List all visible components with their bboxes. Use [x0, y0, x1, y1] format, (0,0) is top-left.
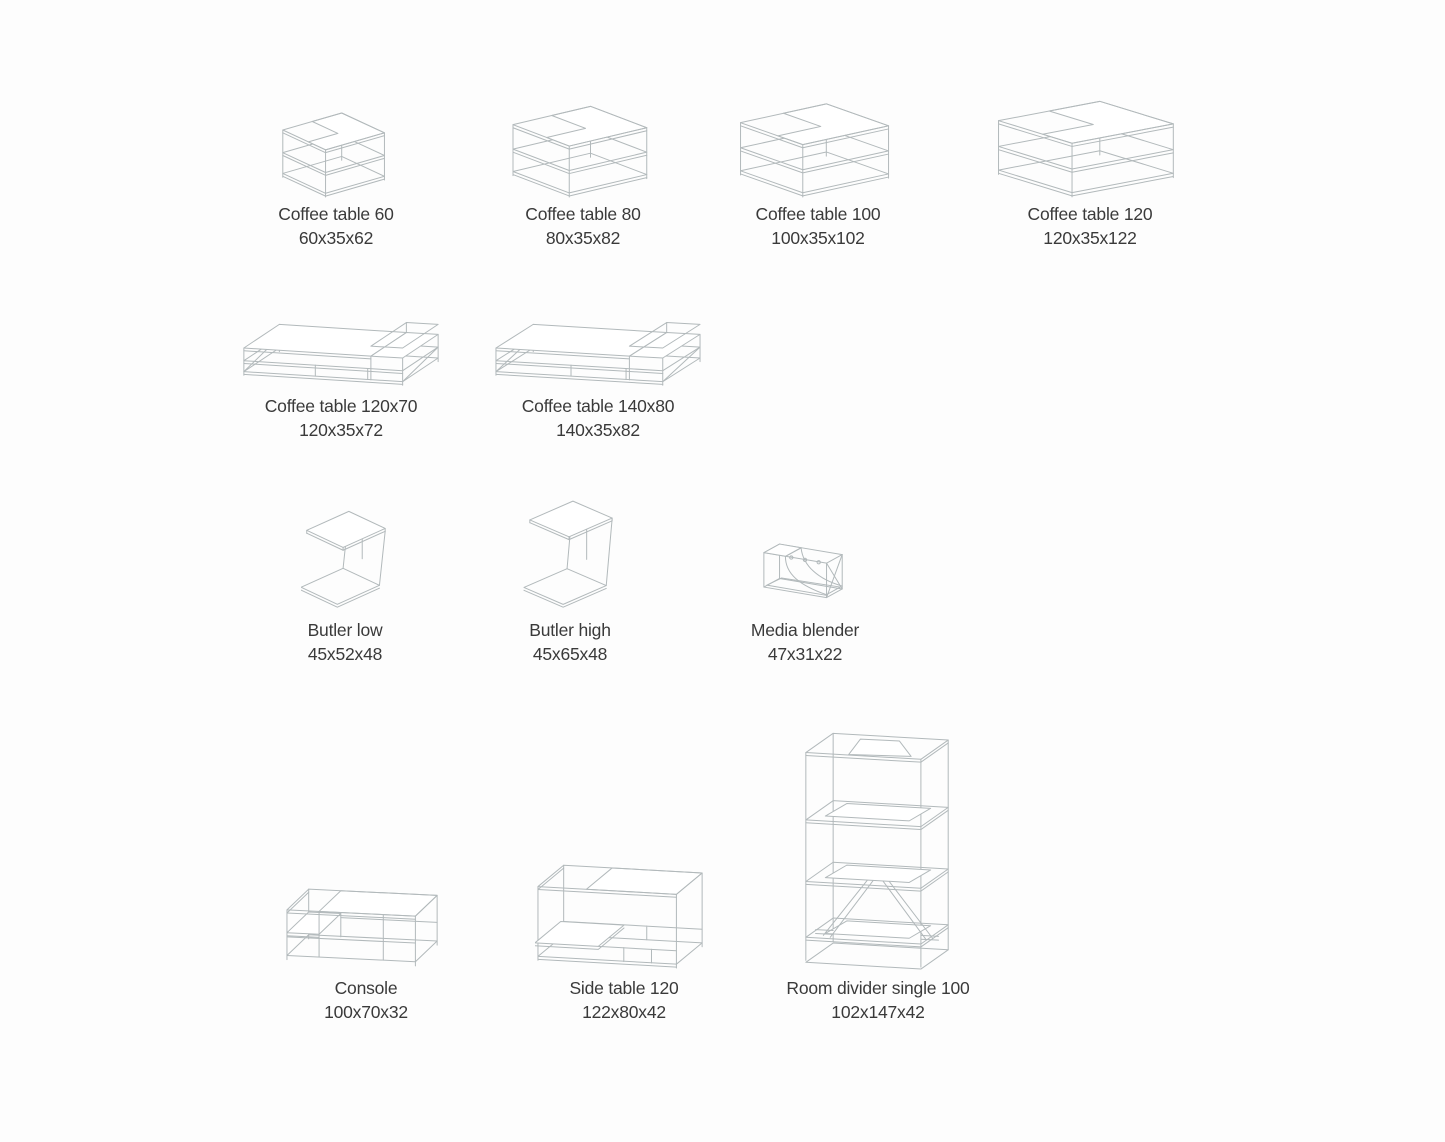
coffee-table-60-wireframe-icon: [279, 96, 393, 198]
product-name: Coffee table 100: [755, 204, 881, 224]
product-name: Butler high: [529, 620, 611, 640]
product-item-coffee-table-140x80: [498, 294, 698, 442]
product-dimensions: 122x80x42: [582, 1002, 666, 1022]
coffee-table-80-wireframe-icon: [508, 88, 658, 198]
coffee-table-80-drawing: [508, 80, 658, 198]
butler-high-wireframe-icon: [522, 488, 618, 610]
product-name: Coffee table 140x80: [521, 396, 675, 416]
product-name: Butler low: [307, 620, 383, 640]
product-dimensions: 140x35x82: [556, 420, 640, 440]
product-item-coffee-table-120x70: [241, 294, 441, 442]
product-dimensions: 100x35x102: [771, 228, 865, 248]
product-name: Coffee table 120: [1027, 204, 1153, 224]
side-table-120-wireframe-icon: [535, 840, 713, 970]
product-name: Side table 120: [569, 978, 679, 998]
coffee-table-120x70-wireframe-icon: [242, 308, 440, 388]
coffee-table-120x70-drawing: [242, 294, 440, 388]
product-name: Coffee table 120x70: [264, 396, 418, 416]
product-dimensions: 120x35x122: [1043, 228, 1137, 248]
butler-low-drawing: [301, 488, 389, 610]
product-item-media-blender: [705, 488, 905, 666]
product-dimensions: 80x35x82: [545, 228, 621, 248]
product-name: Console: [334, 978, 398, 998]
product-dimensions: 100x70x32: [324, 1002, 408, 1022]
product-item-coffee-table-120: [986, 80, 1194, 250]
product-name: Coffee table 80: [525, 204, 641, 224]
product-item-coffee-table-60: [236, 80, 436, 250]
coffee-table-140x80-drawing: [494, 294, 702, 388]
product-item-console: [258, 712, 474, 1024]
coffee-table-120-drawing: [992, 80, 1188, 198]
product-dimensions: 60x35x62: [298, 228, 374, 248]
side-table-120-drawing: [535, 712, 713, 970]
product-name: Coffee table 60: [278, 204, 394, 224]
product-item-coffee-table-80: [483, 80, 683, 250]
butler-low-wireframe-icon: [301, 500, 389, 610]
product-dimensions: 45x65x48: [532, 644, 608, 664]
product-name: Room divider single 100: [786, 978, 970, 998]
console-drawing: [284, 712, 448, 970]
coffee-table-140x80-wireframe-icon: [494, 308, 702, 388]
product-item-room-divider-single-100: [770, 712, 986, 1024]
media-blender-drawing: [758, 488, 852, 610]
product-item-butler-low: [245, 488, 445, 666]
coffee-table-100-wireframe-icon: [735, 85, 901, 198]
product-dimensions: 102x147x42: [831, 1002, 925, 1022]
product-item-side-table-120: [516, 712, 732, 1024]
room-divider-single-100-wireframe-icon: [800, 716, 956, 970]
coffee-table-60-drawing: [279, 80, 393, 198]
coffee-table-100-drawing: [735, 80, 901, 198]
product-item-coffee-table-100: [718, 80, 918, 250]
product-dimensions: 45x52x48: [307, 644, 383, 664]
media-blender-wireframe-icon: [758, 524, 852, 610]
product-dimensions: 47x31x22: [767, 644, 843, 664]
room-divider-single-100-drawing: [800, 712, 956, 970]
console-wireframe-icon: [284, 856, 448, 970]
product-item-butler-high: [470, 488, 670, 666]
product-dimensions: 120x35x72: [299, 420, 383, 440]
coffee-table-120-wireframe-icon: [992, 82, 1188, 198]
butler-high-drawing: [522, 488, 618, 610]
product-name: Media blender: [750, 620, 860, 640]
